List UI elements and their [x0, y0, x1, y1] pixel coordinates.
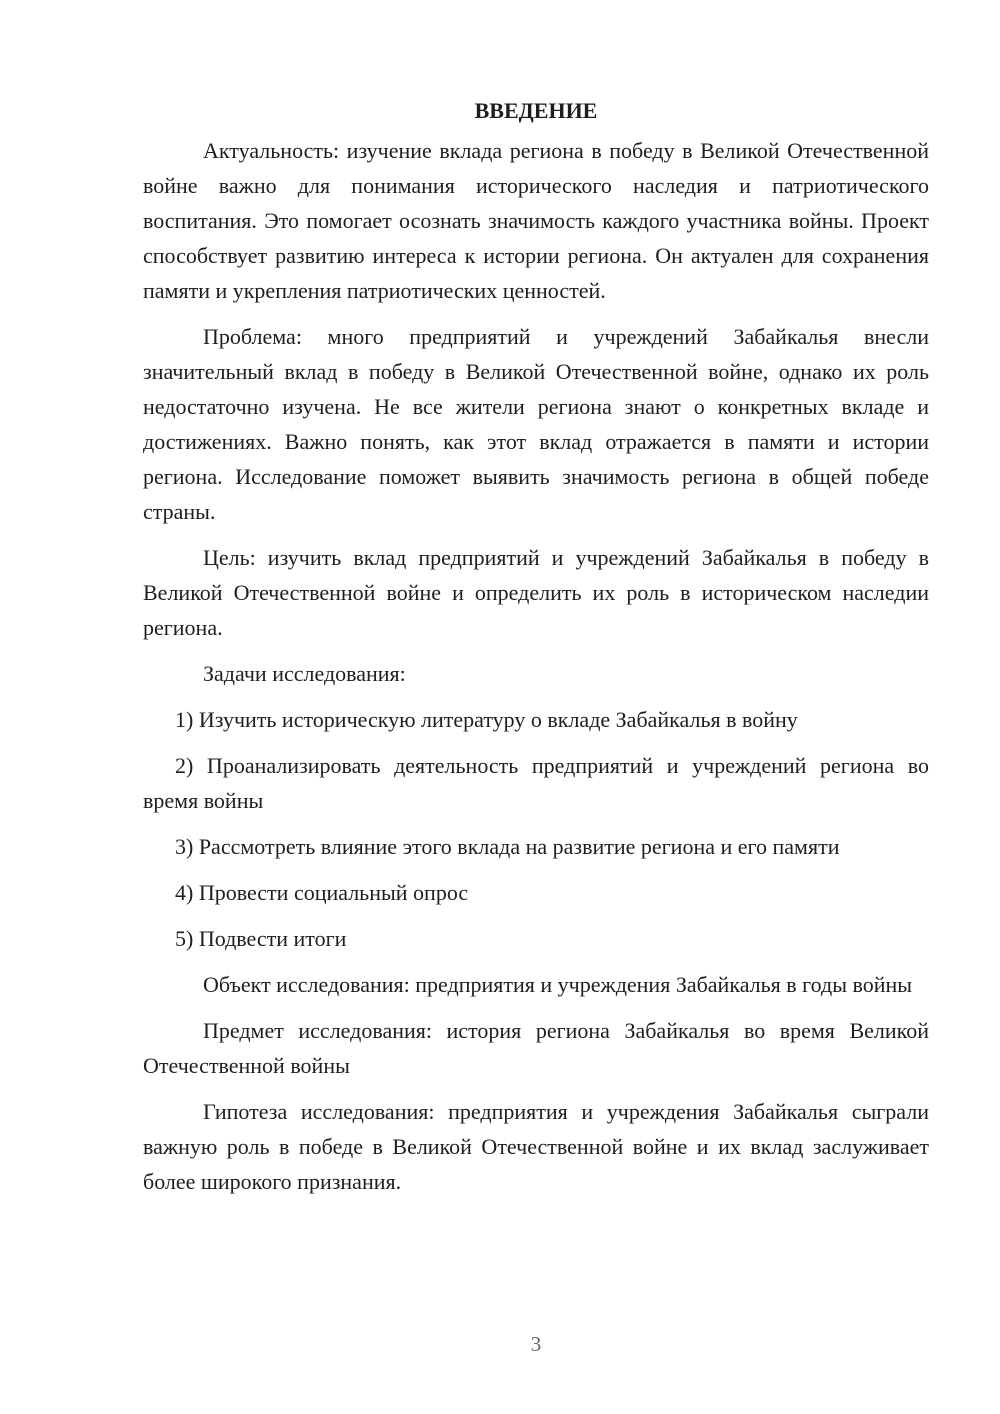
paragraph-relevance: Актуальность: изучение вклада региона в победу в Великой Отечественной войне важно для понимания исторического наследия и патриотического воспитания. Это помогает осознать значимость каждого участника войны. Проект способствует развитию интереса к истории региона. Он актуален для сохранения памяти и укрепления патриотических ценностей.	[143, 138, 929, 303]
task-item-5: 5) Подвести итоги	[175, 926, 347, 951]
page-number: 3	[530, 1332, 542, 1356]
task-item-1: 1) Изучить историческую литературу о вкладе Забайкалья в войну	[175, 707, 798, 732]
document-heading: ВВЕДЕНИЕ	[474, 98, 598, 123]
paragraph-problem: Проблема: много предприятий и учреждений Забайкалья внесли значительный вклад в победу в Великой Отечественной войне, однако их роль недостаточно изучена. Не все жители региона знают о конкретных вкладе и достижениях. Важно понять, как этот вклад отражается в памяти и истории региона. Исследование поможет выявить значимость региона в общей победе страны.	[143, 324, 929, 524]
paragraph-goal: Цель: изучить вклад предприятий и учреждений Забайкалья в победу в Великой Отечественной войне и определить их роль в историческом наследии региона.	[143, 545, 929, 640]
paragraph-tasks-title: Задачи исследования:	[203, 661, 406, 686]
paragraph-hypothesis: Гипотеза исследования: предприятия и учреждения Забайкалья сыграли важную роль в победе в Великой Отечественной войне и их вклад заслуживает более широкого признания.	[143, 1099, 929, 1194]
task-item-2: 2) Проанализировать деятельность предприятий и учреждений региона во время войны	[143, 753, 929, 813]
task-item-4: 4) Провести социальный опрос	[175, 880, 469, 905]
paragraph-object: Объект исследования: предприятия и учреждения Забайкалья в годы войны	[203, 972, 913, 997]
paragraph-subject: Предмет исследования: история региона Забайкалья во время Великой Отечественной войны	[143, 1018, 929, 1078]
document-page	[143, 93, 929, 1210]
task-item-3: 3) Рассмотреть влияние этого вклада на развитие региона и его памяти	[175, 834, 840, 859]
